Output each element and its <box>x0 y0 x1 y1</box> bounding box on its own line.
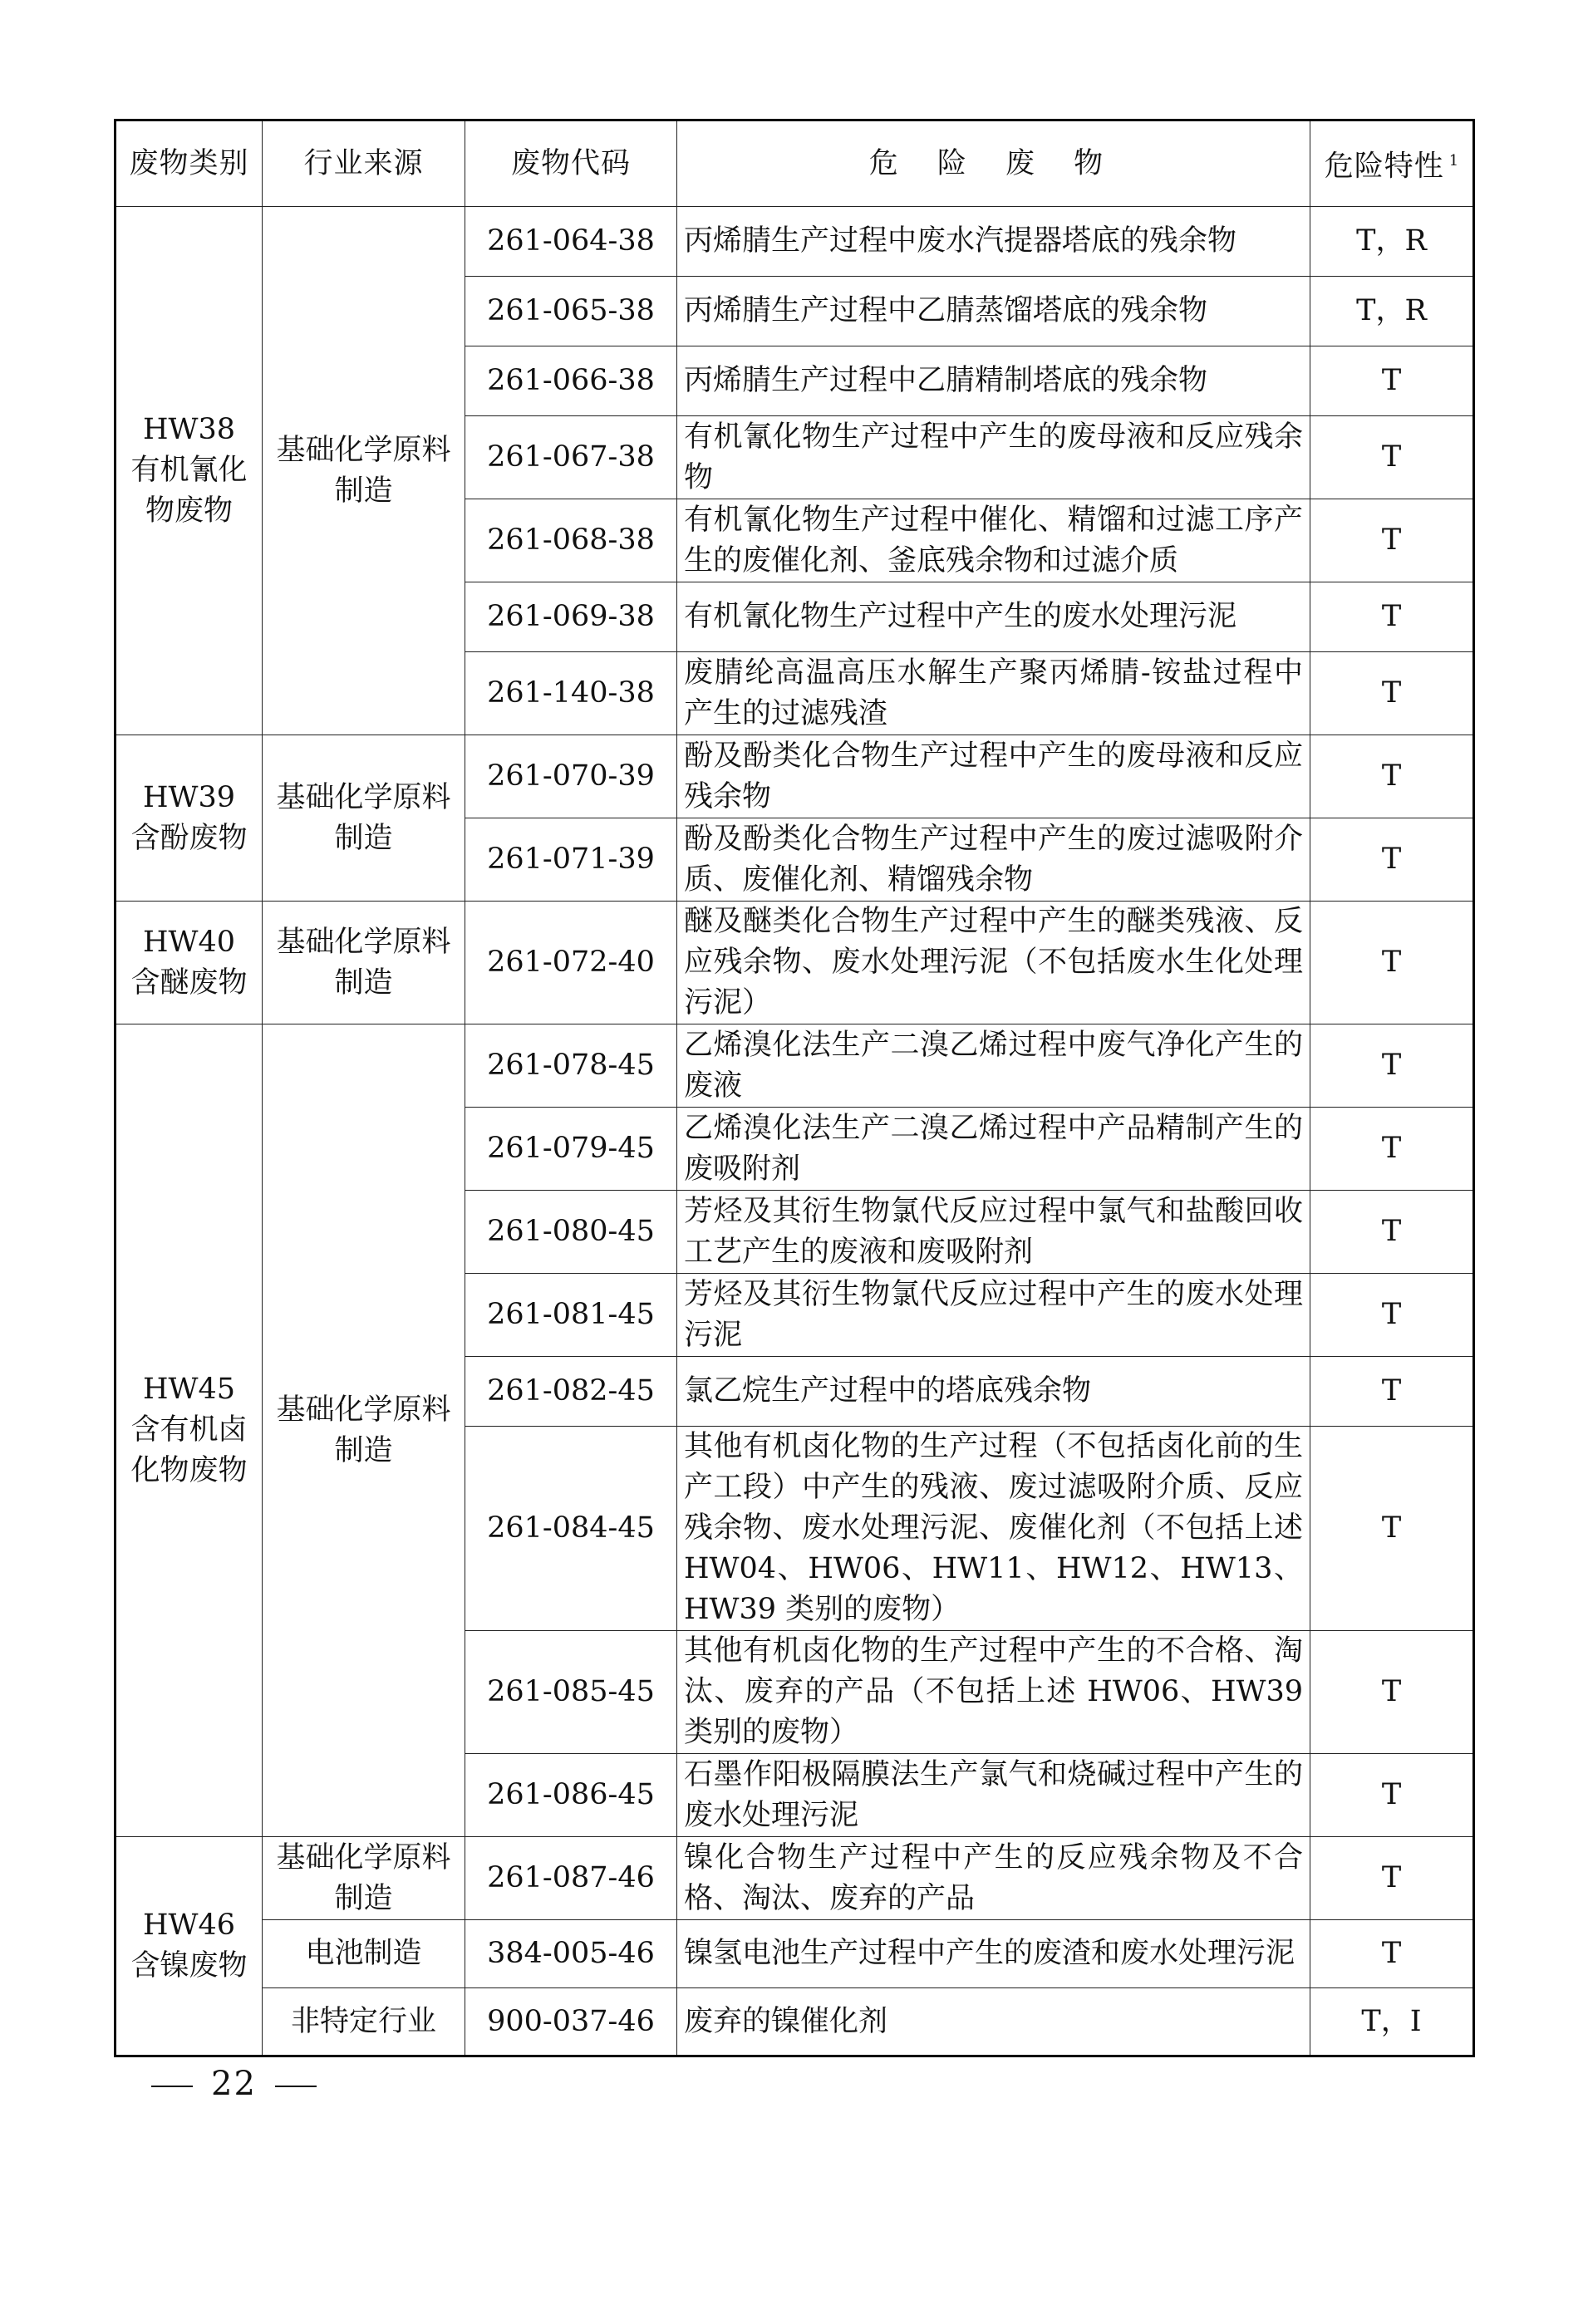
source-name: 制造 <box>334 1881 393 1915</box>
category-code: HW38 <box>142 413 236 446</box>
category-name: 物废物 <box>145 494 233 528</box>
waste-code: 261-064-38 <box>465 207 677 277</box>
hazard-characteristic: T <box>1310 818 1474 902</box>
source-name: 基础化学原料 <box>276 1840 451 1874</box>
hazard-characteristic: T，I <box>1310 1988 1474 2056</box>
category-cell-hw39 <box>116 735 263 902</box>
hazard-characteristic: T <box>1310 1357 1474 1427</box>
waste-description: 酚及酚类化合物生产过程中产生的废母液和反应残余物 <box>677 735 1310 818</box>
category-code: HW39 <box>142 780 236 814</box>
waste-code: 261-140-38 <box>465 652 677 735</box>
waste-code: 261-069-38 <box>465 582 677 652</box>
waste-code: 261-087-46 <box>465 1837 677 1920</box>
header-industry: 行业来源 <box>263 120 465 207</box>
category-name: 含醚废物 <box>130 965 248 1000</box>
source-cell <box>263 735 465 902</box>
waste-code: 261-082-45 <box>465 1357 677 1427</box>
dash-left <box>151 2086 193 2087</box>
waste-description: 芳烃及其衍生物氯代反应过程中产生的废水处理污泥 <box>677 1274 1310 1357</box>
waste-code: 261-085-45 <box>465 1631 677 1754</box>
waste-code: 261-080-45 <box>465 1191 677 1274</box>
waste-description: 丙烯腈生产过程中废水汽提器塔底的残余物 <box>677 207 1310 277</box>
source-cell: 电池制造 <box>263 1920 465 1988</box>
waste-description: 镍氢电池生产过程中产生的废渣和废水处理污泥 <box>677 1920 1310 1988</box>
hazard-characteristic: T <box>1310 582 1474 652</box>
category-name: 有机氰化 <box>130 454 248 487</box>
waste-code: 261-081-45 <box>465 1274 677 1357</box>
waste-description: 芳烃及其衍生物氯代反应过程中氯气和盐酸回收工艺产生的废液和废吸附剂 <box>677 1191 1310 1274</box>
waste-description: 有机氰化物生产过程中产生的废母液和反应残余物 <box>677 416 1310 499</box>
footnote-mark: 1 <box>1448 151 1459 170</box>
waste-description: 废腈纶高温高压水解生产聚丙烯腈-铵盐过程中产生的过滤残渣 <box>677 652 1310 735</box>
hazard-characteristic: T <box>1310 1024 1474 1108</box>
waste-description: 乙烯溴化法生产二溴乙烯过程中废气净化产生的废液 <box>677 1024 1310 1108</box>
waste-description: 其他有机卤化物的生产过程（不包括卤化前的生产工段）中产生的残液、废过滤吸附介质、反应残余物、废水处理污泥、废催化剂（不包括上述HW04、HW06、HW11、HW12、HW13、HW39 类别的废物） <box>677 1427 1310 1631</box>
waste-code: 900-037-46 <box>465 1988 677 2056</box>
waste-description: 酚及酚类化合物生产过程中产生的废过滤吸附介质、废催化剂、精馏残余物 <box>677 818 1310 902</box>
waste-code: 261-079-45 <box>465 1108 677 1191</box>
header-characteristic-label: 危险特性 <box>1324 150 1444 184</box>
waste-code: 261-086-45 <box>465 1754 677 1837</box>
table-row <box>116 1837 1474 1920</box>
source-cell <box>263 902 465 1024</box>
category-name: 含镍废物 <box>130 1949 248 1983</box>
hazard-characteristic: T <box>1310 416 1474 499</box>
hazard-characteristic: T <box>1310 499 1474 582</box>
source-cell <box>263 1024 465 1837</box>
dash-right <box>275 2086 317 2087</box>
category-cell-hw45 <box>116 1024 263 1837</box>
table-header-row <box>116 120 1474 207</box>
waste-description: 废弃的镍催化剂 <box>677 1988 1310 2056</box>
table-row <box>116 1920 1474 1988</box>
hazard-characteristic: T <box>1310 1837 1474 1920</box>
hazard-characteristic: T，R <box>1310 207 1474 277</box>
table-row <box>116 207 1474 277</box>
waste-code: 261-066-38 <box>465 346 677 416</box>
category-name: 含酚废物 <box>130 821 248 855</box>
hazard-characteristic: T <box>1310 735 1474 818</box>
waste-description: 镍化合物生产过程中产生的反应残余物及不合格、淘汰、废弃的产品 <box>677 1837 1310 1920</box>
table-row <box>116 902 1474 1024</box>
hazard-characteristic: T <box>1310 1108 1474 1191</box>
waste-description: 氯乙烷生产过程中的塔底残余物 <box>677 1357 1310 1427</box>
waste-description: 乙烯溴化法生产二溴乙烯过程中产品精制产生的废吸附剂 <box>677 1108 1310 1191</box>
category-code: HW40 <box>142 925 236 959</box>
waste-description: 其他有机卤化物的生产过程中产生的不合格、淘汰、废弃的产品（不包括上述 HW06、HW39 类别的废物） <box>677 1631 1310 1754</box>
hazard-characteristic: T <box>1310 1274 1474 1357</box>
header-category: 废物类别 <box>116 120 263 207</box>
category-name: 化物废物 <box>130 1454 248 1487</box>
hazard-characteristic: T <box>1310 1631 1474 1754</box>
source-name: 基础化学原料 <box>276 780 451 814</box>
category-cell-hw46 <box>116 1837 263 2056</box>
waste-code: 261-084-45 <box>465 1427 677 1631</box>
category-code: HW45 <box>142 1373 236 1406</box>
waste-description: 丙烯腈生产过程中乙腈蒸馏塔底的残余物 <box>677 277 1310 346</box>
source-name: 基础化学原料 <box>276 433 451 467</box>
page-number <box>133 2065 335 2103</box>
source-name: 基础化学原料 <box>276 925 451 959</box>
waste-description: 石墨作阳极隔膜法生产氯气和烧碱过程中产生的废水处理污泥 <box>677 1754 1310 1837</box>
category-name: 含有机卤 <box>130 1413 248 1447</box>
category-code: HW46 <box>142 1909 236 1942</box>
hazard-characteristic: T <box>1310 1754 1474 1837</box>
hazard-characteristic: T <box>1310 1191 1474 1274</box>
source-cell <box>263 207 465 735</box>
waste-code: 384-005-46 <box>465 1920 677 1988</box>
hazard-characteristic: T <box>1310 902 1474 1024</box>
waste-code: 261-068-38 <box>465 499 677 582</box>
table-row <box>116 735 1474 818</box>
waste-code: 261-071-39 <box>465 818 677 902</box>
waste-description: 醚及醚类化合物生产过程中产生的醚类残液、反应残余物、废水处理污泥（不包括废水生化处理污泥） <box>677 902 1310 1024</box>
waste-code: 261-070-39 <box>465 735 677 818</box>
page-number-text: 22 <box>211 2065 257 2103</box>
hazard-characteristic: T <box>1310 1427 1474 1631</box>
hazard-characteristic: T <box>1310 1920 1474 1988</box>
header-waste: 危 险 废 物 <box>677 120 1310 207</box>
header-code: 废物代码 <box>465 120 677 207</box>
waste-description: 丙烯腈生产过程中乙腈精制塔底的残余物 <box>677 346 1310 416</box>
source-name: 制造 <box>334 474 393 508</box>
hazard-characteristic: T，R <box>1310 277 1474 346</box>
source-name: 制造 <box>334 821 393 855</box>
header-characteristic <box>1310 120 1474 207</box>
source-name: 制造 <box>334 965 393 1000</box>
waste-code: 261-072-40 <box>465 902 677 1024</box>
category-cell-hw38 <box>116 207 263 735</box>
table-row <box>116 1988 1474 2056</box>
hazard-characteristic: T <box>1310 346 1474 416</box>
source-name: 基础化学原料 <box>276 1393 451 1427</box>
waste-code: 261-078-45 <box>465 1024 677 1108</box>
table-row <box>116 1024 1474 1108</box>
waste-code: 261-065-38 <box>465 277 677 346</box>
source-name: 制造 <box>334 1433 393 1467</box>
hazard-characteristic: T <box>1310 652 1474 735</box>
source-cell <box>263 1837 465 1920</box>
category-cell-hw40 <box>116 902 263 1024</box>
source-cell: 非特定行业 <box>263 1988 465 2056</box>
waste-table <box>114 119 1475 2057</box>
waste-code: 261-067-38 <box>465 416 677 499</box>
waste-description: 有机氰化物生产过程中产生的废水处理污泥 <box>677 582 1310 652</box>
waste-description: 有机氰化物生产过程中催化、精馏和过滤工序产生的废催化剂、釜底残余物和过滤介质 <box>677 499 1310 582</box>
